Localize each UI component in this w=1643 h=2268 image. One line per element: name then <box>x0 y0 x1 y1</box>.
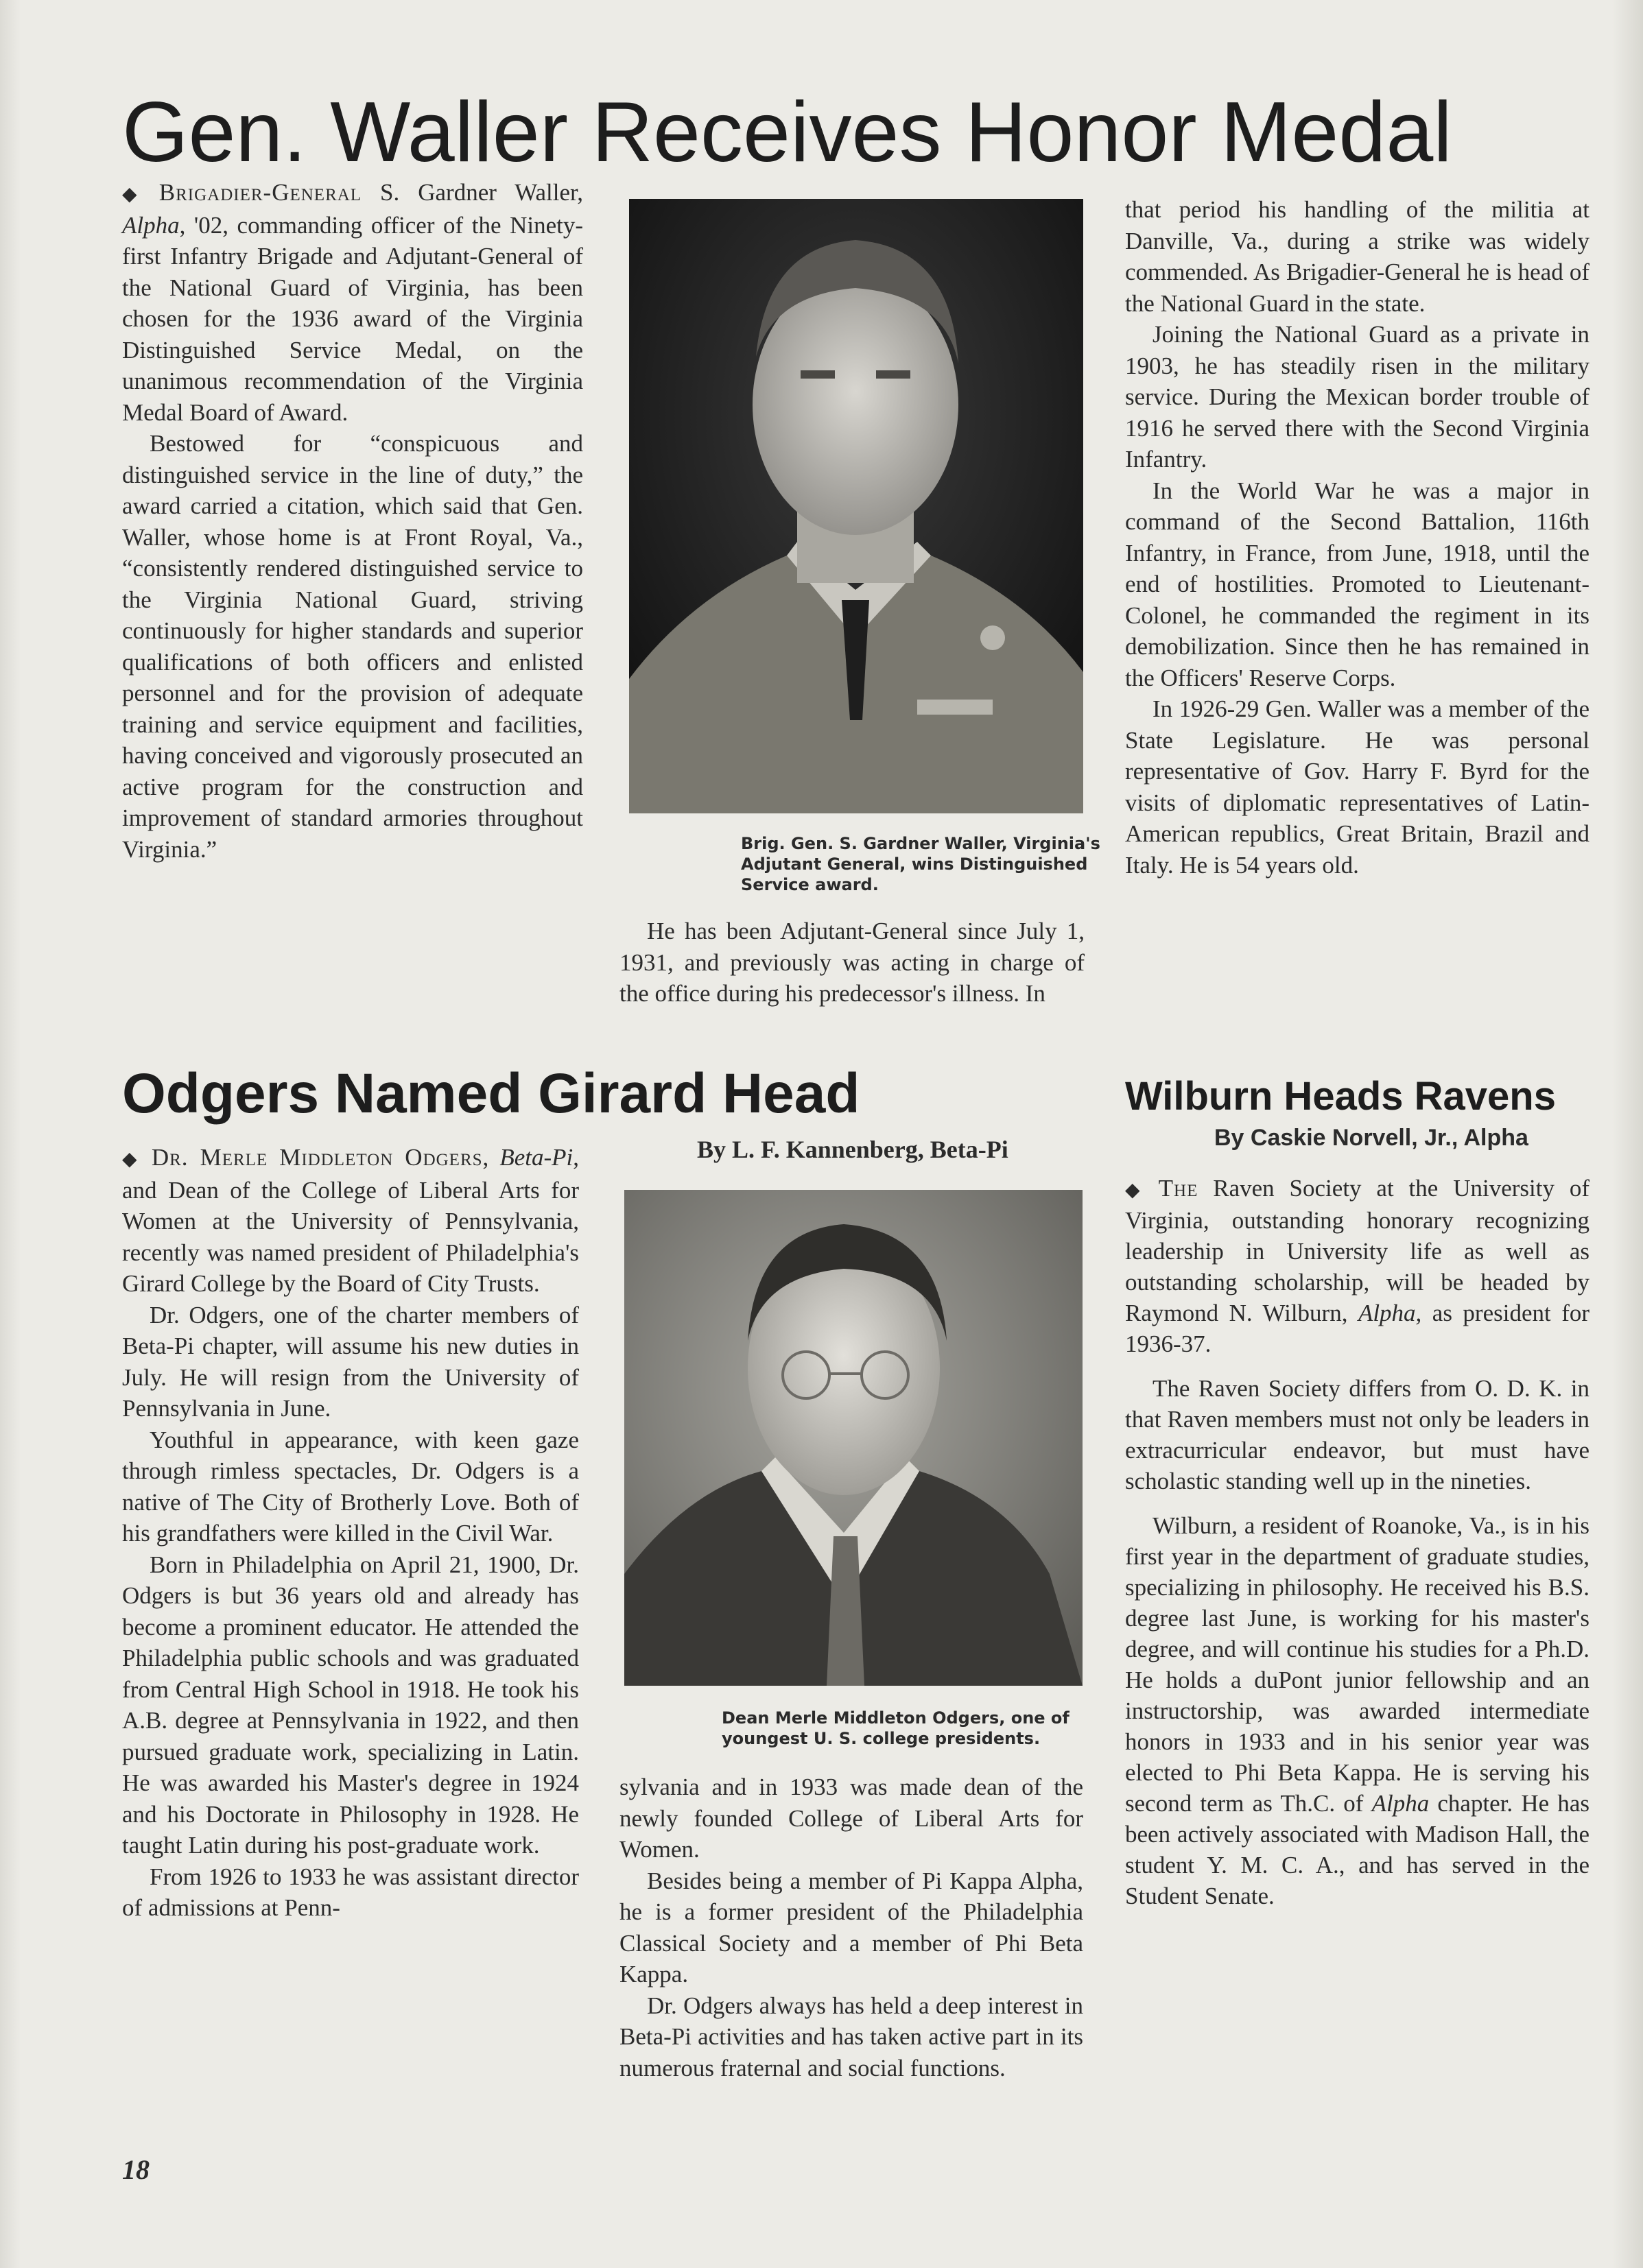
wilburn-byline: By Caskie Norvell, Jr., Alpha <box>1214 1125 1528 1151</box>
waller-column-left <box>122 177 583 865</box>
wilburn-paragraph-2: The Raven Society differs from O. D. K. in that Raven members must not only be leaders in extracurricular endeavor, but must have scholastic standing well up in the nineties. <box>1125 1375 1589 1494</box>
headline-waller: Gen. Waller Receives Honor Medal <box>122 85 1452 180</box>
waller-paragraph-3: He has been Adjutant-General since July 1, 1931, and previously was acting in charge of the office during his predecessor's illness. In <box>619 918 1085 1007</box>
waller-paragraph-4: that period his handling of the militia at Danville, Va., during a strike was widely commended. As Brigadier-General he is head of the National Guard in the state. <box>1125 196 1589 317</box>
odgers-paragraph-6: sylvania and in 1933 was made dean of the newly founded College of Liberal Arts for Women. <box>619 1774 1083 1863</box>
waller-lead-paragraph: ◆ Brigadier-General S. Gardner Waller, Alpha, '02, commanding officer of the Ninety-first Infantry Brigade and Adjutant-General of the National Guard of Virginia, has been chosen for the 1936 award of the Virginia Distinguished Service Medal, on the unanimous recommendation of the Virginia Medal Board of Award. <box>122 179 583 426</box>
headline-wilburn: Wilburn Heads Ravens <box>1125 1074 1556 1119</box>
waller-photo-caption: Brig. Gen. S. Gardner Waller, Virginia's Adjutant General, wins Distinguished Service award. <box>741 834 1100 894</box>
waller-column-middle <box>619 916 1085 1010</box>
waller-paragraph-6: In the World War he was a major in command of the Second Battalion, 116th Infantry, in France, from June, 1918, until the end of hostilities. Promoted to Lieutenant-Colonel, he commanded the regiment in its demobilization. Since then he has remained in the Officers' Reserve Corps. <box>1125 477 1589 691</box>
waller-paragraph-7: In 1926-29 Gen. Waller was a member of the State Legislature. He was personal representative of Gov. Harry F. Byrd for the visits of diplomatic representatives of Latin-American republics, Great Britain, Brazil and Italy. He is 54 years old. <box>1125 695 1589 879</box>
diamond-bullet-icon: ◆ <box>1125 1178 1149 1201</box>
wilburn-paragraph-3: Wilburn, a resident of Roanoke, Va., is in his first year in the department of graduate studies, specializing in philosophy. He received his B.S. degree last June, is working for his master's degree, and will continue his studies for a Ph.D. He holds a duPont junior fellowship and an instructorship, was awarded intermediate honors in 1933 and in his senior year was elected to Phi Beta Kappa. He is serving his second term as Th.C. of Alpha chapter. He has been actively associated with Madison Hall, the student Y. M. C. A., and has served in the Student Senate. <box>1125 1512 1589 1909</box>
odgers-column-left <box>122 1142 579 1924</box>
odgers-paragraph-5: From 1926 to 1933 he was assistant director of admissions at Penn- <box>122 1863 579 1921</box>
odgers-portrait-image <box>624 1190 1083 1686</box>
odgers-photo-caption: Dean Merle Middleton Odgers, one of youngest U. S. college presidents. <box>722 1708 1069 1748</box>
waller-paragraph-5: Joining the National Guard as a private in 1903, he has steadily risen in the military service. During the Mexican border trouble of 1916 he served there with the Second Virginia Infantry. <box>1125 321 1589 473</box>
waller-column-right <box>1125 194 1589 881</box>
wilburn-column <box>1125 1173 1589 1911</box>
odgers-paragraph-3: Youthful in appearance, with keen gaze through rimless spectacles, Dr. Odgers is a native of The City of Brotherly Love. Both of his grandfathers were killed in the Civil War. <box>122 1426 579 1547</box>
odgers-paragraph-4: Born in Philadelphia on April 21, 1900, Dr. Odgers is but 36 years old and already has become a prominent educator. He attended the Philadelphia public schools and was graduated from Central High School in 1918. He took his A.B. degree at Pennsylvania in 1922, and then pursued graduate work, specializing in Latin. He was awarded his Master's degree in 1924 and his Doctorate in Philosophy in 1928. He taught Latin during his post-graduate work. <box>122 1551 579 1859</box>
odgers-paragraph-8: Dr. Odgers always has held a deep interest in Beta-Pi activities and has taken active part in its numerous fraternal and social functions. <box>619 1992 1083 2081</box>
odgers-byline: By L. F. Kannenberg, Beta-Pi <box>697 1136 1008 1163</box>
odgers-paragraph-7: Besides being a member of Pi Kappa Alpha, he is a former president of the Philadelphia Classical Society and a member of Phi Beta Kappa. <box>619 1867 1083 1988</box>
diamond-bullet-icon: ◆ <box>122 182 150 205</box>
odgers-lead-paragraph: ◆ Dr. Merle Middleton Odgers, Beta-Pi, and Dean of the College of Liberal Arts for Women at the University of Pennsylvania, recently was named president of Philadelphia's Girard College by the Board of City Trusts. <box>122 1144 579 1297</box>
odgers-portrait-photo <box>624 1190 1083 1686</box>
diamond-bullet-icon: ◆ <box>122 1147 142 1170</box>
headline-odgers: Odgers Named Girard Head <box>122 1062 860 1125</box>
waller-paragraph-2: Bestowed for “conspicuous and distinguished service in the line of duty,” the award carried a citation, which said that Gen. Waller, whose home is at Front Royal, Va., “consistently rendered distinguished service to the Virginia National Guard, striving continuously for higher standards and superior qualifications of both officers and enlisted personnel and for the provision of adequate training and service equipment and facilities, having conceived and vigorously prosecuted an active program for the construction and improvement of standard armories throughout Virginia.” <box>122 430 583 863</box>
page-number: 18 <box>122 2154 150 2185</box>
waller-portrait-image <box>629 199 1083 813</box>
odgers-column-middle <box>619 1771 1083 2084</box>
odgers-paragraph-2: Dr. Odgers, one of the charter members of Beta-Pi chapter, will assume his new duties in July. He will resign from the University of Pennsylvania in June. <box>122 1301 579 1422</box>
waller-portrait-photo <box>629 199 1083 813</box>
wilburn-lead-paragraph: ◆ The Raven Society at the University of Virginia, outstanding honorary recognizing leadership in University life as well as outstanding scholarship, will be headed by Raymond N. Wilburn, Alpha, as president for 1936-37. <box>1125 1175 1590 1357</box>
